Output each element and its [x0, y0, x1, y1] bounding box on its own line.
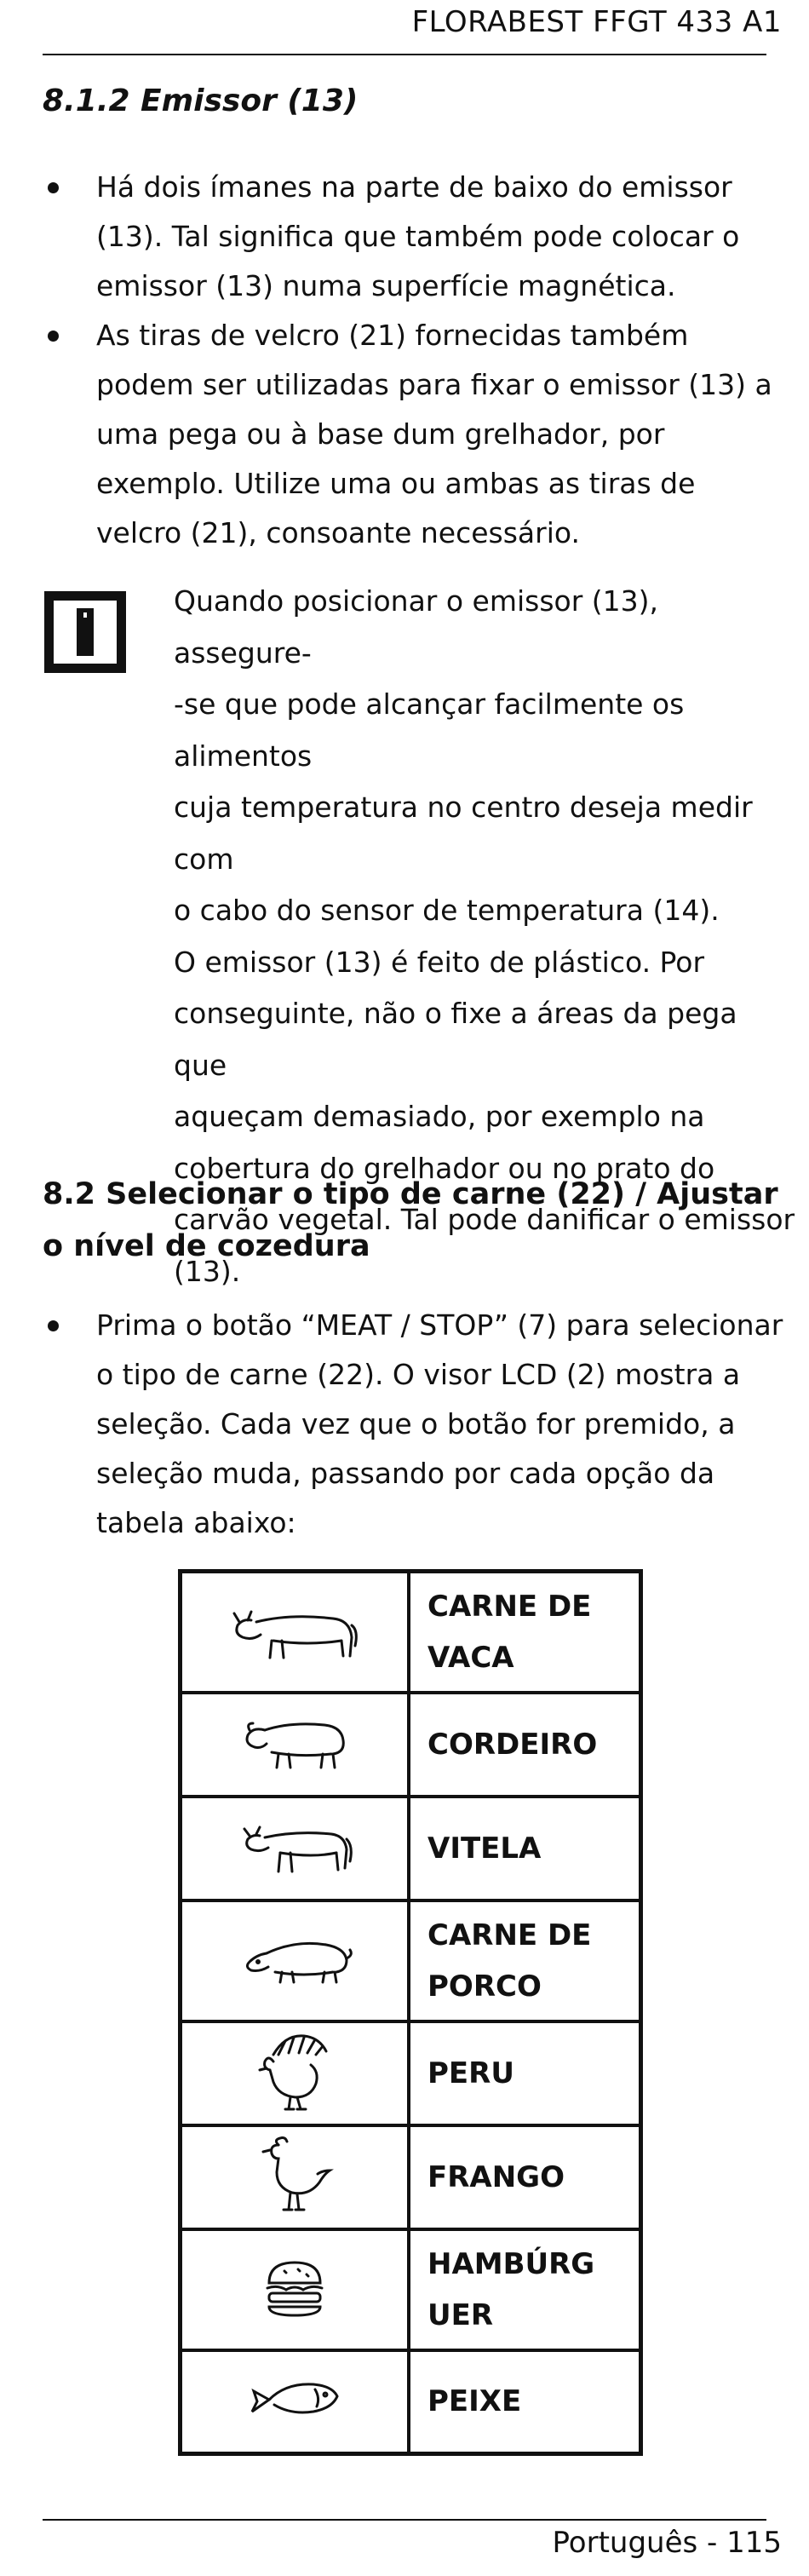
table-cell-label: [409, 1572, 640, 1693]
note-line: aqueçam demasiado, por exemplo na: [174, 1100, 705, 1133]
table-cell-label: [409, 1900, 640, 2021]
table-row: [181, 1797, 641, 1900]
turkey-icon: [248, 2029, 341, 2114]
meat-label: PEIXE: [427, 2384, 522, 2419]
section-heading-meat-type: 8.2 Selecionar o tipo de carne (22) / Ajustar o nível de cozedura: [43, 1177, 778, 1263]
table-row: [181, 1572, 641, 1693]
meat-label: PERU: [427, 2056, 514, 2090]
table-cell-icon: [181, 1797, 410, 1900]
note-line: Quando posicionar o emissor (13), assegure-: [174, 584, 659, 670]
note-line: carvão vegetal. Tal pode danificar o emissor: [174, 1203, 795, 1236]
table-cell-icon: [181, 1900, 410, 2021]
table-cell-icon: [181, 1572, 410, 1693]
note-line: O emissor (13) é feito de plástico. Por: [174, 945, 705, 979]
info-icon: [43, 589, 128, 675]
meat-label: VITELA: [427, 1831, 542, 1866]
bullet-text: As tiras de velcro (21) fornecidas também podem ser utilizadas para fixar o emissor (13) a uma pega ou à base dum grelhador, por exemplo. Utilize uma ou ambas as tiras de velcro (21), consoante necessário.: [96, 319, 772, 549]
cow-icon: [222, 1596, 367, 1665]
burger-icon: [261, 2254, 329, 2322]
meat-type-table: [178, 1569, 643, 2456]
note-line: (13).: [174, 1254, 241, 1288]
table-cell-label: [409, 1693, 640, 1797]
table-row: [181, 1693, 641, 1797]
list-item: [43, 311, 783, 558]
chicken-icon: [248, 2133, 341, 2218]
list-item: [43, 1301, 783, 1548]
bullet-dot: [48, 182, 59, 193]
emissor-bullet-list: [43, 163, 783, 558]
table-cell-icon: [181, 2125, 410, 2229]
table-row: [181, 1900, 641, 2021]
table-cell-label: [409, 2229, 640, 2350]
meat-label: FRANGO: [427, 2159, 565, 2194]
meat-label: CARNE DE: [427, 1589, 592, 1624]
note-line: conseguinte, não o fixe a áreas da pega que: [174, 997, 737, 1082]
running-header: FLORABEST FFGT 433 A1: [411, 5, 782, 39]
meat-label: UER: [427, 2297, 494, 2332]
table-cell-label: [409, 2125, 640, 2229]
list-item: [43, 163, 783, 311]
page-number: Português - 115: [552, 2526, 782, 2560]
footer-divider: [43, 2519, 766, 2521]
table-row: [181, 2125, 641, 2229]
calf-icon: [231, 1817, 359, 1877]
header-divider: [43, 54, 766, 55]
table-cell-label: [409, 2350, 640, 2454]
meat-label: VACA: [427, 1640, 514, 1675]
bullet-text: Há dois ímanes na parte de baixo do emissor (13). Tal significa que também pode colocar o emissor (13) numa superfície magnética.: [96, 170, 740, 302]
sheep-icon: [231, 1713, 359, 1773]
note-line: cuja temperatura no centro deseja medir com: [174, 791, 753, 876]
meat-label: CARNE DE: [427, 1918, 592, 1952]
note-line: cobertura do grelhador ou no prato do: [174, 1151, 715, 1185]
bullet-text: Prima o botão “MEAT / STOP” (7) para selecionar o tipo de carne (22). O visor LCD (2) mostra a seleção. Cada vez que o botão for premido, a seleção muda, passando por cada opção da tabela abaixo:: [96, 1308, 783, 1539]
meat-label: PORCO: [427, 1969, 542, 2004]
note-line: o cabo do sensor de temperatura (14).: [174, 894, 720, 927]
meat-label: CORDEIRO: [427, 1727, 598, 1762]
fish-icon: [244, 2374, 346, 2425]
table-cell-icon: [181, 2021, 410, 2125]
bullet-dot: [48, 331, 59, 342]
table-row: [181, 2350, 641, 2454]
table-cell-icon: [181, 1693, 410, 1797]
table-cell-label: [409, 2021, 640, 2125]
table-row: [181, 2229, 641, 2350]
meat-label: HAMBÚRG: [427, 2246, 595, 2281]
meat-bullet-list: [43, 1301, 783, 1548]
note-line: -se que pode alcançar facilmente os alimentos: [174, 687, 685, 773]
bullet-dot: [48, 1320, 59, 1331]
table-row: [181, 2021, 641, 2125]
section-heading-emissor: 8.1.2 Emissor (13): [43, 83, 359, 118]
table-cell-icon: [181, 2229, 410, 2350]
table-cell-label: [409, 1797, 640, 1900]
table-cell-icon: [181, 2350, 410, 2454]
pig-icon: [231, 1929, 359, 1989]
